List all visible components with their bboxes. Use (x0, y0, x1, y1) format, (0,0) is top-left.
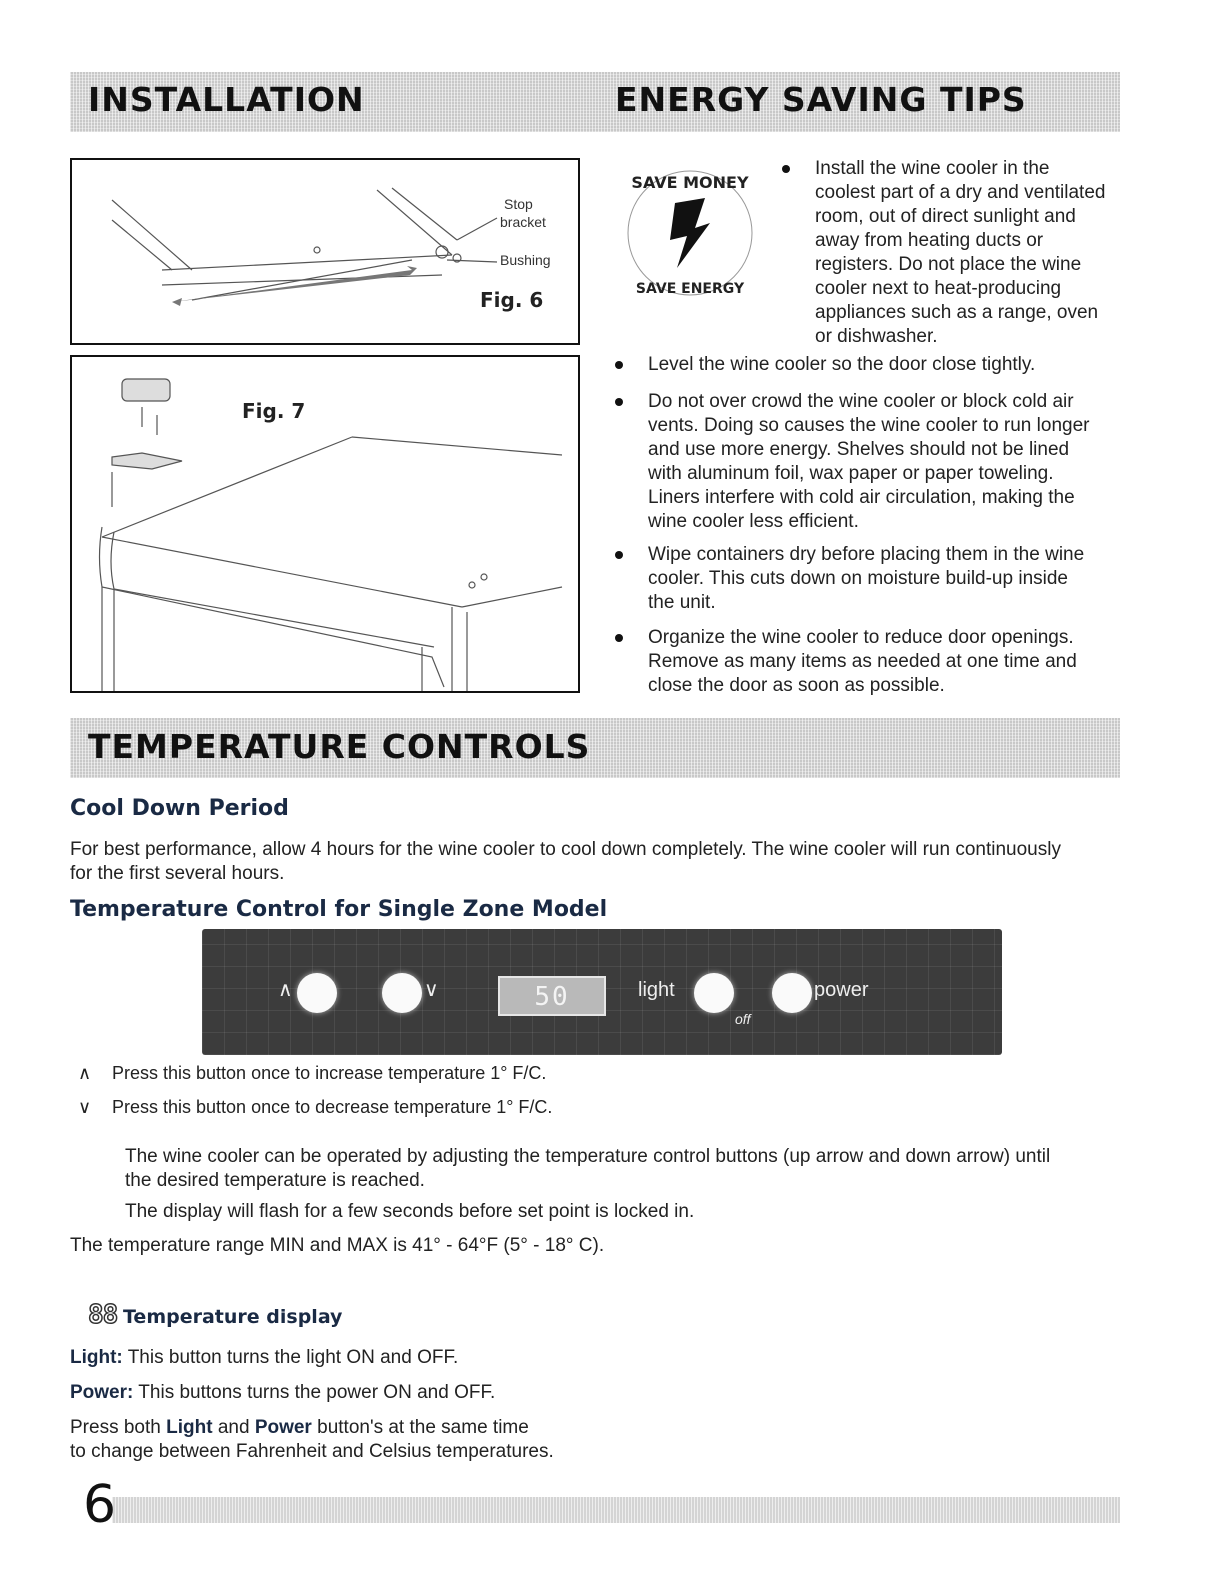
energy-saving-header: ENERGY SAVING TIPS (615, 80, 1027, 119)
control-panel (202, 929, 1002, 1055)
tip-line: room, out of direct sunlight and (815, 206, 1076, 227)
tip-line: coolest part of a dry and ventilated (815, 182, 1106, 203)
bullet-dot (615, 634, 623, 642)
operation-line-3: The display will flash for a few seconds before set point is locked in. (125, 1201, 695, 1222)
callout-stop: Stop (504, 196, 533, 212)
panel-light-label: light (638, 979, 675, 1001)
light-description (70, 1346, 458, 1370)
both-text-1: Press both (70, 1417, 167, 1438)
tip-line: vents. Doing so causes the wine cooler to run longer (648, 415, 1090, 436)
tip-line: Liners interfere with cold air circulation, making the (648, 487, 1075, 508)
power-button[interactable] (772, 973, 812, 1013)
tip-line: Wipe containers dry before placing them in the wine (648, 544, 1085, 565)
operation-line-1: The wine cooler can be operated by adjusting the temperature control buttons (up arrow and down arrow) until (125, 1146, 1051, 1167)
both-text-3: button's at the same time (311, 1417, 529, 1438)
fig7-drawing (72, 357, 578, 691)
figure-6 (70, 158, 580, 345)
tip-line: the unit. (648, 592, 716, 613)
temperature-display-heading: Temperature display (123, 1306, 343, 1328)
seven-segment-icon: 88 (88, 1300, 118, 1330)
down-arrow-text: Press this button once to decrease temperature 1° F/C. (112, 1097, 553, 1117)
cool-down-line-2: for the first several hours. (70, 863, 285, 884)
badge-bottom-text: SAVE ENERGY (635, 281, 745, 297)
single-zone-heading: Temperature Control for Single Zone Model (70, 897, 608, 922)
tip-line: Install the wine cooler in the (815, 158, 1050, 179)
footer-band (112, 1497, 1120, 1523)
temperature-controls-header: TEMPERATURE CONTROLS (88, 727, 591, 766)
down-arrow-button[interactable] (382, 973, 422, 1013)
down-arrow-icon: ∨ (78, 1097, 92, 1117)
figure-7 (70, 355, 580, 693)
light-label: Light: (70, 1347, 123, 1368)
fig7-label: Fig. 7 (242, 399, 306, 423)
tip-line: away from heating ducts or (815, 230, 1044, 251)
tip-line: Do not over crowd the wine cooler or block cold air (648, 391, 1074, 412)
operation-line-2: the desired temperature is reached. (125, 1170, 425, 1191)
tip-line: close the door as soon as possible. (648, 675, 945, 696)
up-arrow-icon: ∧ (78, 1063, 92, 1083)
bullet-dot (615, 361, 623, 369)
tip-line: Remove as many items as needed at one time and (648, 651, 1077, 672)
tip-line: cooler next to heat-producing (815, 278, 1062, 299)
up-arrow-text: Press this button once to increase temperature 1° F/C. (112, 1063, 547, 1083)
both-buttons-line-1 (70, 1416, 529, 1440)
cool-down-line-1: For best performance, allow 4 hours for the wine cooler to cool down completely. The wine cooler will run continuously (70, 839, 1061, 860)
page-number: 6 (83, 1475, 117, 1535)
fig6-label: Fig. 6 (480, 288, 544, 312)
light-text: This button turns the light ON and OFF. (127, 1347, 459, 1368)
panel-down-label: ∨ (424, 979, 439, 1001)
up-arrow-explanation (78, 1063, 546, 1084)
power-label: Power: (70, 1382, 134, 1403)
panel-off-label: off (735, 1011, 751, 1027)
down-arrow-explanation (78, 1097, 552, 1118)
up-arrow-button[interactable] (297, 973, 337, 1013)
tip-line: with aluminum foil, wax paper or paper toweling. (648, 463, 1054, 484)
callout-bushing: Bushing (500, 252, 551, 268)
light-button[interactable] (694, 973, 734, 1013)
temperature-display-value: 50 (534, 982, 570, 1012)
temperature-range: The temperature range MIN and MAX is 41° - 64°F (5° - 18° C). (70, 1235, 605, 1256)
badge-top-text: SAVE MONEY (631, 173, 749, 192)
bullet-dot (615, 551, 623, 559)
installation-header: INSTALLATION (88, 80, 365, 119)
bullet-dot (615, 398, 623, 406)
save-money-energy-badge (615, 158, 765, 308)
both-light-label: Light (166, 1417, 213, 1438)
power-text: This buttons turns the power ON and OFF. (138, 1382, 496, 1403)
tip-line: appliances such as a range, oven (815, 302, 1099, 323)
cool-down-heading: Cool Down Period (70, 796, 289, 821)
tip-line: Organize the wine cooler to reduce door openings. (648, 627, 1074, 648)
tip-line: or dishwasher. (815, 326, 938, 347)
panel-power-label: power (814, 979, 869, 1001)
temperature-display (498, 976, 606, 1016)
tip-line: wine cooler less efficient. (648, 511, 859, 532)
power-description (70, 1381, 495, 1405)
bullet-dot (782, 165, 790, 173)
tip-line: registers. Do not place the wine (815, 254, 1082, 275)
both-buttons-line-2: to change between Fahrenheit and Celsius temperatures. (70, 1441, 554, 1462)
tip-line: and use more energy. Shelves should not be lined (648, 439, 1070, 460)
tip-line: Level the wine cooler so the door close tightly. (648, 354, 1036, 375)
panel-up-label: ∧ (278, 979, 293, 1001)
callout-bracket: bracket (500, 214, 546, 230)
both-text-2: and (212, 1417, 255, 1438)
both-power-label: Power (254, 1417, 312, 1438)
tip-line: cooler. This cuts down on moisture build-up inside (648, 568, 1068, 589)
